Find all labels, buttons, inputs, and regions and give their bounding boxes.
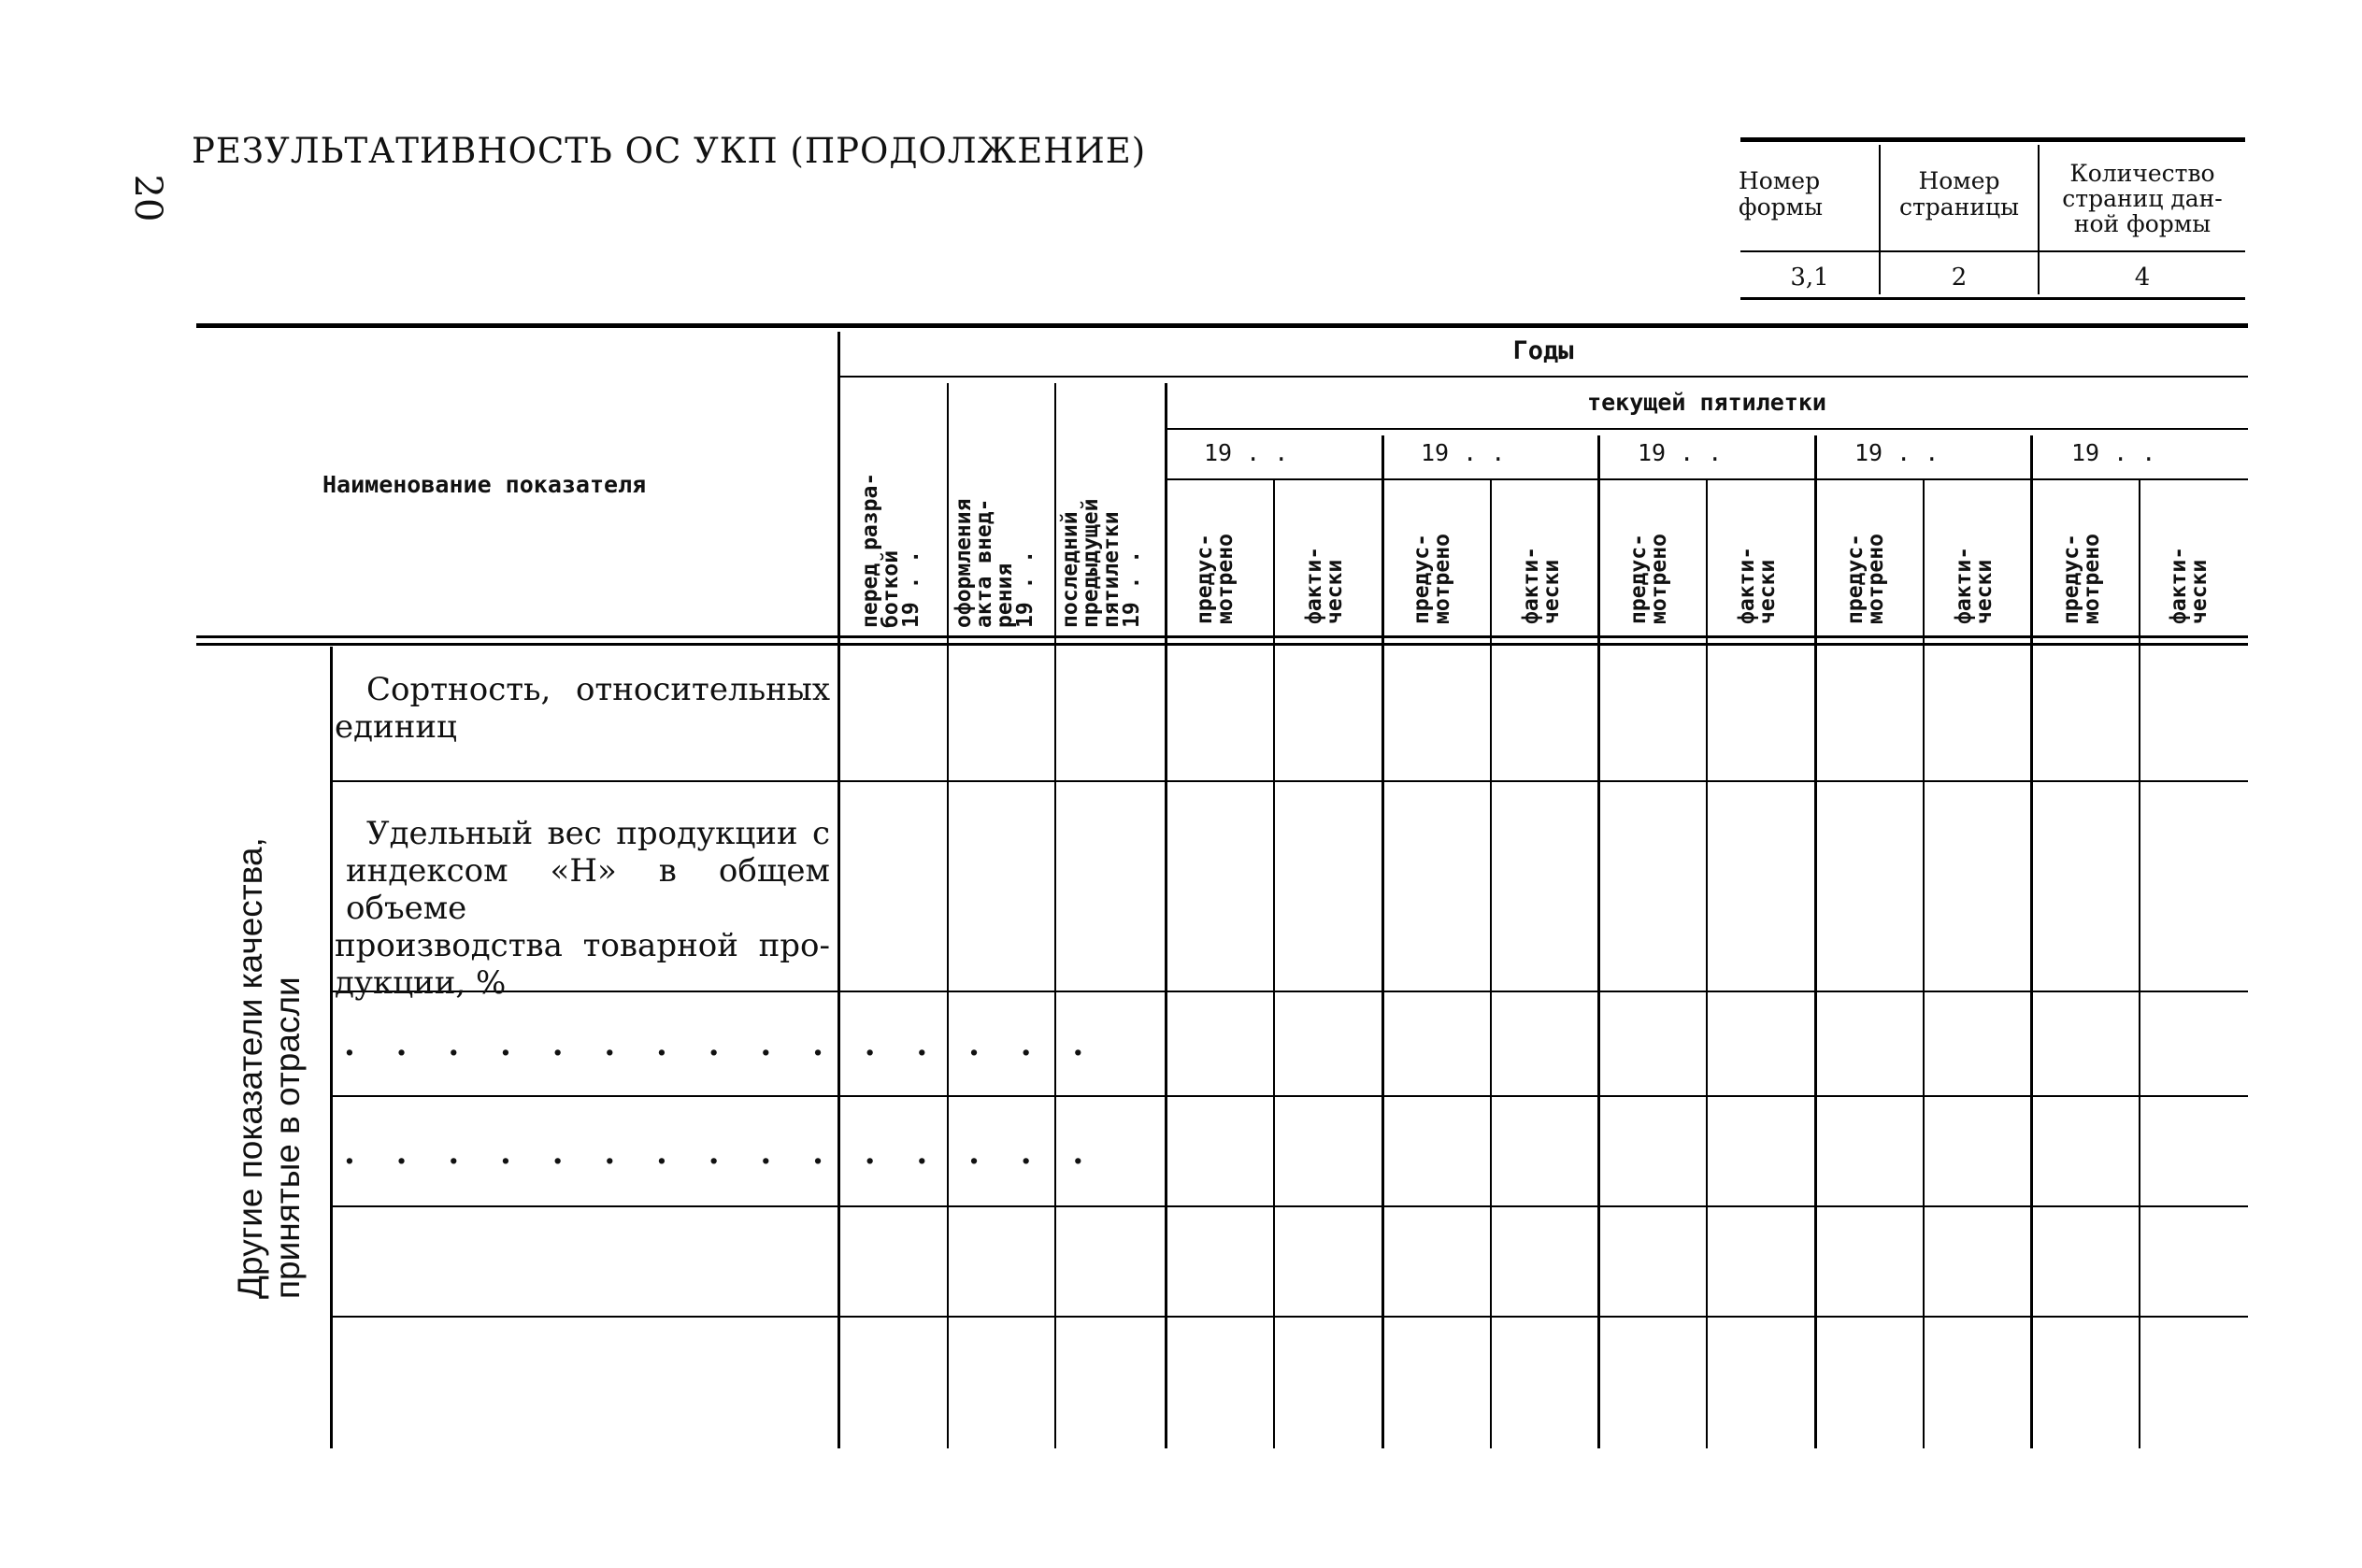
form-number-value: 3,1 xyxy=(1790,264,1829,292)
actual-col-4: факти- чески xyxy=(1952,546,1997,624)
row-blank-1: . . . . . . . . . . . . . . . xyxy=(344,1026,1099,1063)
year-group-4: 19 . . xyxy=(1854,439,1940,466)
year-group-2: 19 . . xyxy=(1421,439,1506,466)
planned-col-5: предус- мотрено xyxy=(2059,534,2104,624)
page-number-value: 2 xyxy=(1951,264,1968,292)
planned-col-4: предус- мотрено xyxy=(1843,534,1888,624)
year-group-1: 19 . . xyxy=(1204,439,1289,466)
row-h-index-share: Удельный вес продукции с индексом «Н» в общем объеме производства товарной про- дукции, % xyxy=(335,815,830,1002)
planned-col-3: предус- мотрено xyxy=(1626,534,1671,624)
pre-col-implementation-act: оформления акта внед- рения 19 . . xyxy=(952,498,1038,628)
form-number-header: Номер формы xyxy=(1739,167,1823,221)
page-number: 20 xyxy=(126,174,169,222)
planned-col-1: предус- мотрено xyxy=(1193,534,1238,624)
pages-count-header: Количество страниц дан- ной формы xyxy=(2062,160,2223,237)
group-label-other-quality: Другие показатели качества, принятые в отрасли xyxy=(231,837,307,1299)
actual-col-5: факти- чески xyxy=(2167,546,2212,624)
years-header: Годы xyxy=(1512,336,1574,365)
page-number-header: Номер страницы xyxy=(1898,167,2020,221)
page-title: РЕЗУЛЬТАТИВНОСТЬ ОС УКП (ПРОДОЛЖЕНИЕ) xyxy=(192,131,1147,171)
actual-col-2: факти- чески xyxy=(1519,546,1564,624)
year-group-5: 19 . . xyxy=(2071,439,2156,466)
pages-count-value: 4 xyxy=(2134,264,2151,292)
planned-col-2: предус- мотрено xyxy=(1410,534,1454,624)
year-group-3: 19 . . xyxy=(1638,439,1723,466)
current-plan-header: текущей пятилетки xyxy=(1587,389,1826,416)
row-grade: Сортность, относительных единиц xyxy=(335,671,830,746)
pre-col-before-development: перед разра- боткой 19 . . xyxy=(858,472,923,628)
actual-col-3: факти- чески xyxy=(1735,546,1780,624)
row-blank-2: . . . . . . . . . . . . . . . xyxy=(344,1134,1099,1172)
indicator-header: Наименование показателя xyxy=(322,471,647,498)
pre-col-last-previous-plan: последний предыдущей пятилетки 19 . . xyxy=(1058,498,1144,628)
actual-col-1: факти- чески xyxy=(1302,546,1347,624)
